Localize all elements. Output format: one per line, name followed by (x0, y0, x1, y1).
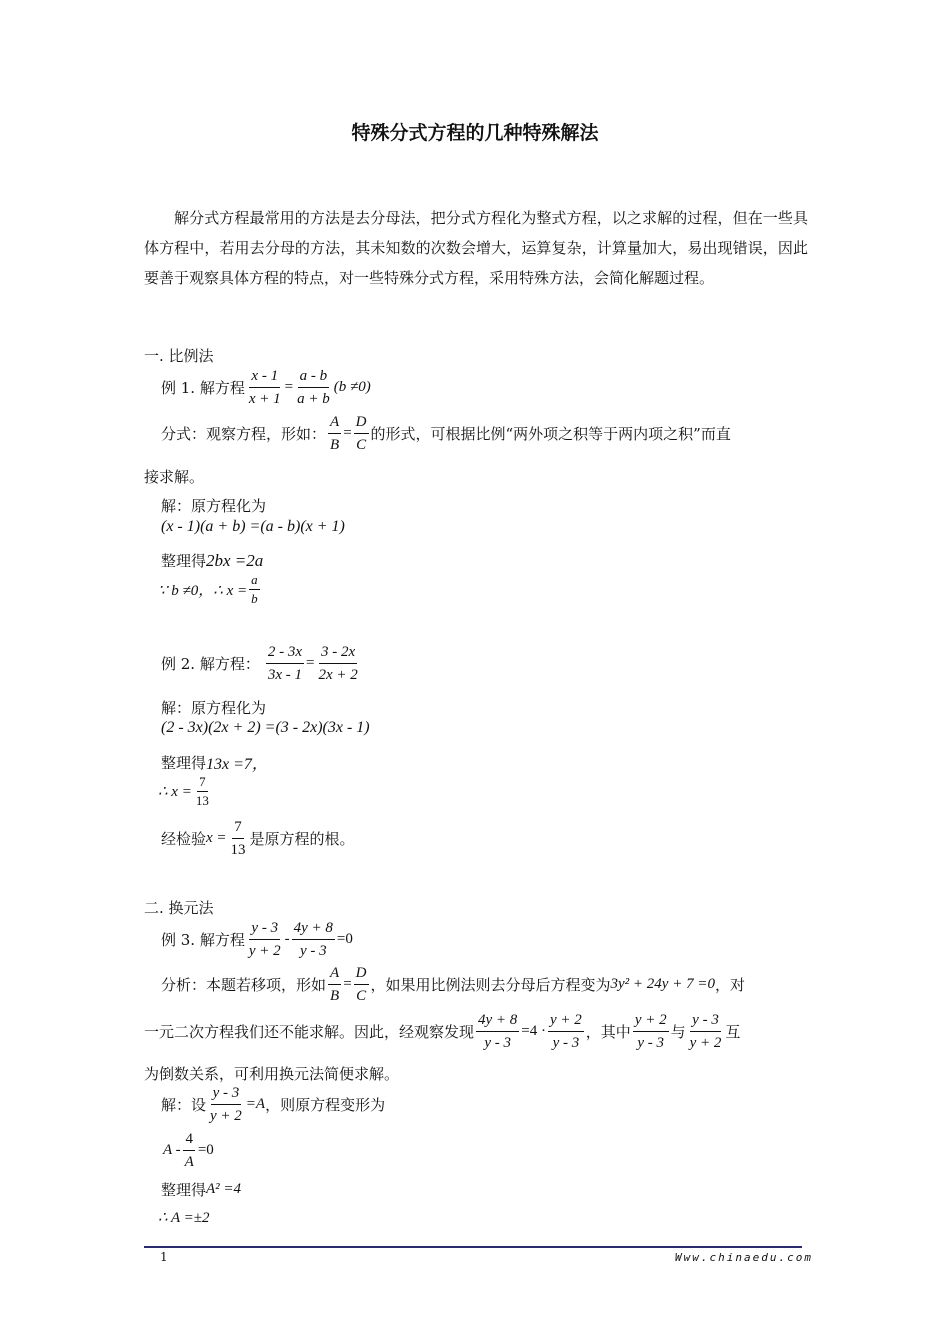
solution2-tidy: 整理得 13x =7， (161, 754, 268, 773)
fraction: $\frac{a - b}{a + b}$ (297, 368, 330, 407)
fraction: $\frac{D}{C}$ (355, 965, 367, 1004)
solution2-equation: (2 - 3x)(2x + 2) =(3 - 2x)(3x - 1) (161, 719, 370, 736)
condition: (b ≠0) (333, 379, 371, 395)
solution3-set: 解：设 $\frac{y - 3}{y + 2}$ =A ，则原方程变形为 (161, 1085, 386, 1124)
analysis3-line3: 为倒数关系，可利用换元法简便求解。 (144, 1065, 400, 1083)
analysis3-line2: 一元二次方程我们还不能求解。因此，经观察发现 $\frac{4y + 8}{y - 3}$ =4 · $\frac{y + 2}{y - 3}$ ，其中 $\frac{y + 2}{y - 3}$ 与 $\frac{y - 3}{y + 2}$ 互 (144, 1012, 741, 1051)
fraction: $\frac{4y + 8}{y - 3}$ (293, 920, 333, 959)
section2-heading: 二. 换元法 (144, 899, 214, 917)
fraction: $\frac{y + 2}{y - 3}$ (550, 1012, 582, 1051)
fraction: $\frac{y - 3}{y + 2}$ (248, 920, 281, 959)
solution1-equation: (x - 1)(a + b) =(a - b)(x + 1) (161, 518, 345, 535)
fraction: $\frac{a}{b}$ (251, 572, 258, 606)
fraction: $\frac{3 - 2x}{2x + 2}$ (318, 644, 358, 683)
solution2-result: ∴ x = $\frac{7}{13}$ (158, 774, 209, 808)
solution2-check: 经检验 x = $\frac{7}{13}$ 是原方程的根。 (161, 819, 355, 858)
example1-label: 例 1. 解方程 (161, 379, 245, 397)
fraction: $\frac{A}{B}$ (330, 414, 340, 453)
fraction: $\frac{4y + 8}{y - 3}$ (478, 1012, 518, 1051)
solution3-tidy: 整理得 A² =4 (161, 1181, 242, 1199)
fraction: $\frac{4}{A}$ (184, 1131, 194, 1170)
footer-divider (144, 1246, 802, 1248)
fraction: $\frac{y - 3}{y + 2}$ (689, 1012, 722, 1051)
section1-heading: 一. 比例法 (144, 347, 214, 365)
footer-site-url: Www.chinaedu.com (675, 1251, 813, 1264)
analysis3: 分析：本题若移项，形如 $\frac{A}{B}$ = $\frac{D}{C}$ ，如果用比例法则去分母后方程变为 3y² + 24y + 7 =0 ，对 (161, 965, 745, 1004)
solution1-tidy: 整理得 2bx =2a (161, 550, 264, 570)
analysis1: 分式：观察方程，形如： $\frac{A}{B}$ = $\frac{D}{C}$ 的形式，可根据比例“两外项之积等于两内项之积”而直 (161, 414, 731, 453)
example3: 例 3. 解方程 $\frac{y - 3}{y + 2}$ - $\frac{4y + 8}{y - 3}$ =0 (161, 920, 353, 959)
solution1-result: ∵ b ≠0，∴ x = $\frac{a}{b}$ (158, 572, 258, 606)
solution3-result: ∴ A =±2 (158, 1210, 210, 1226)
fraction: $\frac{2 - 3x}{3x - 1}$ (267, 644, 303, 683)
fraction: $\frac{D}{C}$ (355, 414, 367, 453)
solution3-equation: A - $\frac{4}{A}$ =0 (163, 1131, 214, 1170)
fraction: $\frac{7}{13}$ (195, 774, 209, 808)
example2: 例 2. 解方程： $\frac{2 - 3x}{3x - 1}$ = $\frac{3 - 2x}{2x + 2}$ (161, 644, 358, 683)
page-title: 特殊分式方程的几种特殊解法 (351, 122, 599, 144)
analysis1-cont: 接求解。 (144, 468, 205, 486)
fraction: $\frac{7}{13}$ (230, 819, 246, 858)
fraction: $\frac{x - 1}{x + 1}$ (248, 368, 281, 407)
intro-paragraph: 解分式方程最常用的方法是去分母法，把分式方程化为整式方程，以之求解的过程，但在一些具体方程中，若用去分母的方法，其未知数的次数会增大，运算复杂，计算量加大，易出现错误，因此要善于观察具体方程的特点，对一些特殊分式方程，采用特殊方法，会简化解题过程。 (144, 209, 808, 287)
fraction: $\frac{A}{B}$ (330, 965, 340, 1004)
example2-label: 例 2. 解方程： (161, 655, 260, 673)
example3-label: 例 3. 解方程 (161, 931, 245, 949)
fraction: $\frac{y - 3}{y + 2}$ (210, 1085, 242, 1124)
page-number: 1 (160, 1250, 168, 1264)
example1: 例 1. 解方程 $\frac{x - 1}{x + 1}$ = $\frac{a - b}{a + b}$ (b ≠0) (161, 368, 371, 407)
solution1-label: 解：原方程化为 (161, 497, 267, 515)
solution2-label: 解：原方程化为 (161, 699, 267, 717)
fraction: $\frac{y + 2}{y - 3}$ (634, 1012, 667, 1051)
